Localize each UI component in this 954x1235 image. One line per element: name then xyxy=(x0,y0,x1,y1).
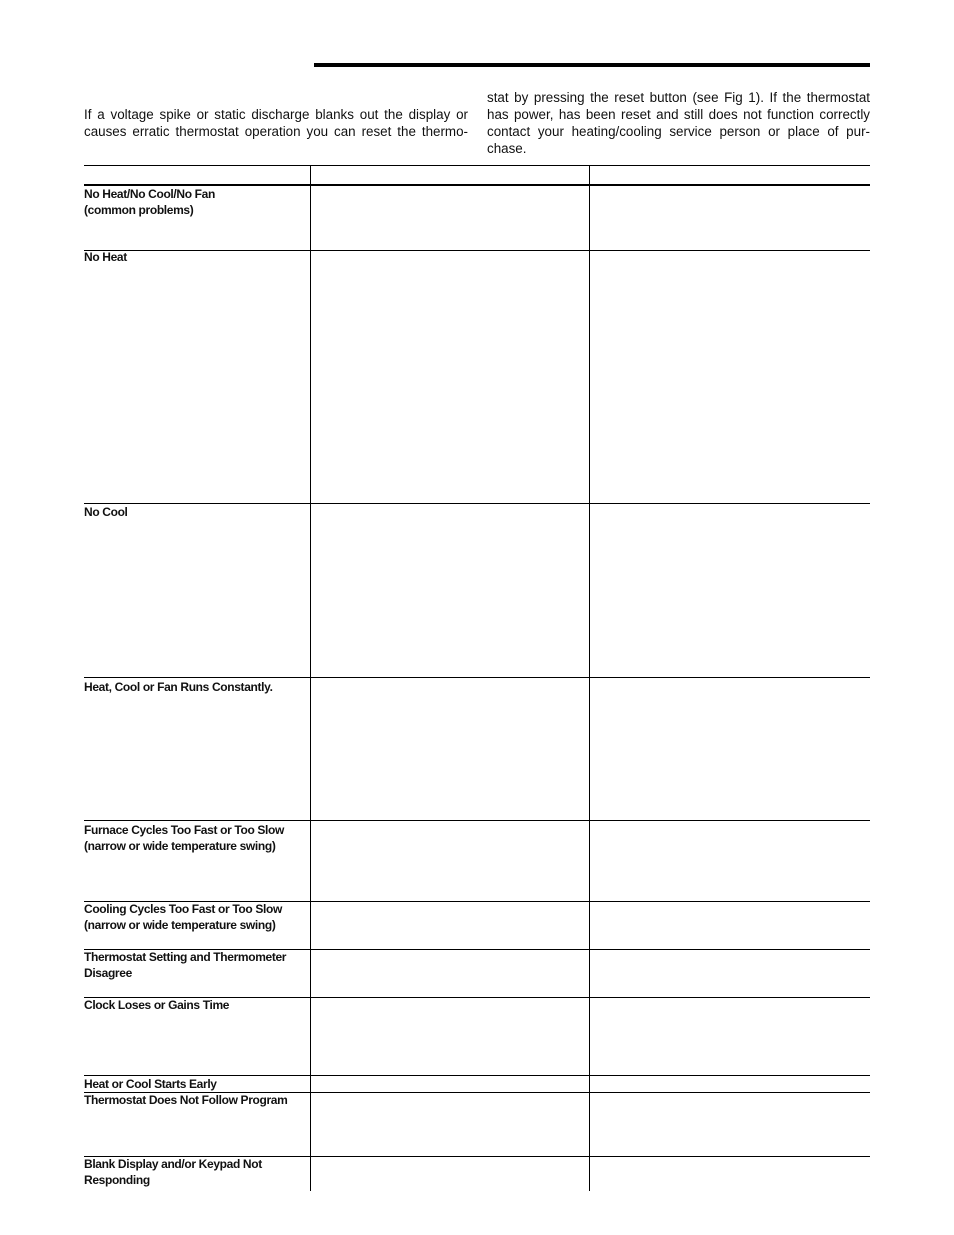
column-divider xyxy=(589,165,590,1191)
symptom-line: (narrow or wide temperature swing) xyxy=(84,918,276,932)
symptom-no-cool xyxy=(84,504,306,520)
symptom-line: Blank Display and/or Keypad Not xyxy=(84,1157,262,1171)
troubleshooting-table xyxy=(84,165,870,1191)
symptom-line: No Heat/No Cool/No Fan xyxy=(84,187,215,201)
intro-right-line: has power, has been reset and still does not function correctly xyxy=(487,107,870,122)
symptom-line: Cooling Cycles Too Fast or Too Slow xyxy=(84,902,282,916)
intro-right-line: contact your heating/cooling service person or place of pur- xyxy=(487,124,870,139)
intro-right-line: chase. xyxy=(487,141,527,156)
symptom-line: Thermostat Does Not Follow Program xyxy=(84,1093,288,1107)
symptom-furnace-cycles xyxy=(84,822,306,854)
symptom-line: Heat or Cool Starts Early xyxy=(84,1077,217,1091)
symptom-line: Disagree xyxy=(84,966,132,980)
symptom-line: Thermostat Setting and Thermometer xyxy=(84,950,287,964)
row-divider xyxy=(84,677,870,678)
header-rule xyxy=(314,63,870,67)
symptom-no-heat xyxy=(84,249,306,265)
intro-paragraph-left xyxy=(84,106,468,140)
symptom-blank-display xyxy=(84,1156,306,1188)
column-divider xyxy=(310,165,311,1191)
symptom-line: No Cool xyxy=(84,505,128,519)
symptom-line: Heat, Cool or Fan Runs Constantly. xyxy=(84,680,273,694)
symptom-line: No Heat xyxy=(84,250,127,264)
symptom-line: Furnace Cycles Too Fast or Too Slow xyxy=(84,823,285,837)
symptom-setting-thermometer-disagree xyxy=(84,949,306,981)
intro-left-line: causes erratic thermostat operation you can reset the thermo- xyxy=(84,124,468,139)
symptom-line: Clock Loses or Gains Time xyxy=(84,998,230,1012)
symptom-cooling-cycles xyxy=(84,901,306,933)
intro-paragraph-right xyxy=(487,89,870,157)
symptom-runs-constantly xyxy=(84,679,306,695)
symptom-line: (narrow or wide temperature swing) xyxy=(84,839,276,853)
symptom-no-heat-no-cool-no-fan xyxy=(84,186,306,218)
row-divider xyxy=(84,820,870,821)
intro-right-line: stat by pressing the reset button (see Fig 1). If the thermostat xyxy=(487,90,870,105)
table-top-rule xyxy=(84,165,870,166)
symptom-line: (common problems) xyxy=(84,203,194,217)
symptom-starts-early xyxy=(84,1076,306,1092)
intro-left-line: If a voltage spike or static discharge blanks out the display or xyxy=(84,107,468,122)
symptom-line: Responding xyxy=(84,1173,150,1187)
symptom-does-not-follow-program xyxy=(84,1092,306,1108)
symptom-clock-time xyxy=(84,997,306,1013)
